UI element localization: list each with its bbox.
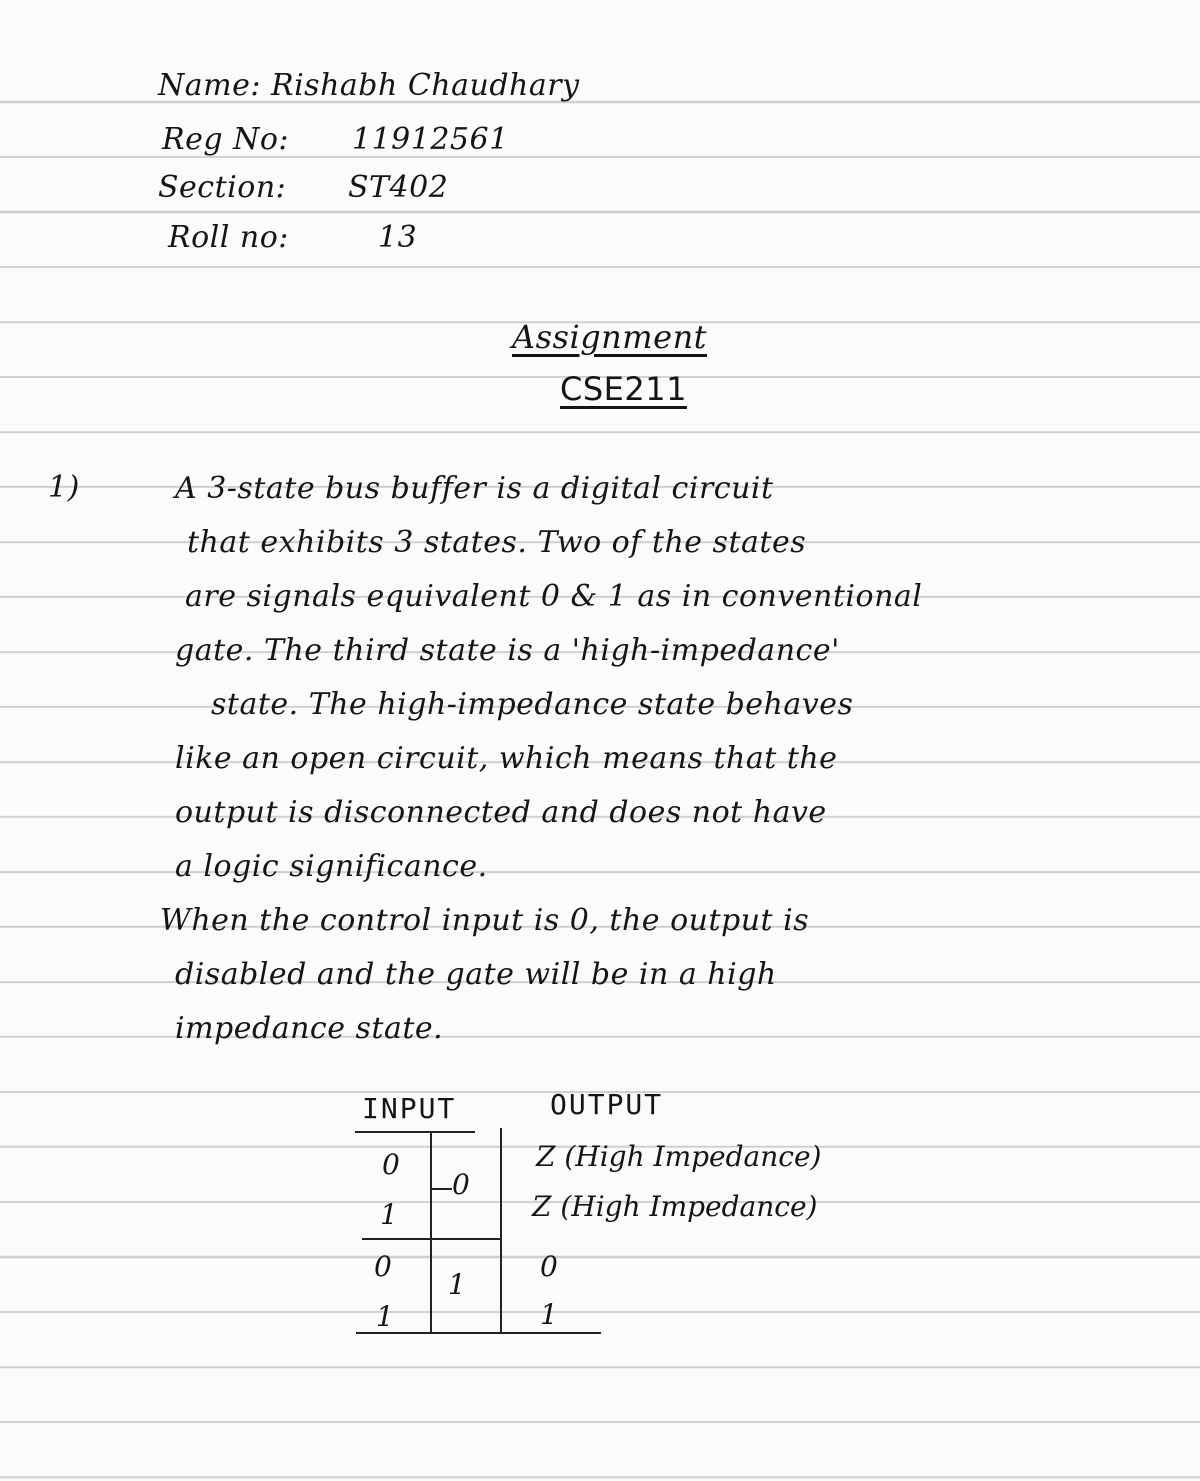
answer-line: disabled and the gate will be in a high xyxy=(175,957,777,992)
table-control-tick xyxy=(432,1188,452,1190)
roll-value: 13 xyxy=(378,220,418,255)
name-line xyxy=(158,68,580,103)
reg-value: 11912561 xyxy=(352,122,509,157)
name-label: Name: xyxy=(158,68,261,103)
question-number: 1) xyxy=(48,470,80,505)
answer-line: output is disconnected and does not have xyxy=(175,795,827,830)
table-cell-input: 0 xyxy=(382,1148,400,1181)
answer-line: that exhibits 3 states. Two of the states xyxy=(187,525,807,560)
answer-line: are signals equivalent 0 & 1 as in conventional xyxy=(185,579,923,614)
answer-line: state. The high-impedance state behaves xyxy=(211,687,854,722)
table-cell-control: 0 xyxy=(452,1168,470,1201)
course-code: CSE211 xyxy=(560,370,687,408)
table-input-header: INPUT xyxy=(362,1092,457,1125)
table-divider-output xyxy=(500,1128,502,1334)
answer-line: impedance state. xyxy=(175,1011,444,1046)
answer-line: like an open circuit, which means that the xyxy=(175,741,838,776)
table-cell-output: 0 xyxy=(540,1250,558,1283)
reg-label: Reg No: xyxy=(162,122,290,157)
section-value: ST402 xyxy=(348,170,449,205)
answer-line: A 3-state bus buffer is a digital circuit xyxy=(175,471,774,506)
answer-line: When the control input is 0, the output is xyxy=(160,903,810,938)
section-label: Section: xyxy=(158,170,287,205)
reg-line xyxy=(162,122,509,157)
name-value: Rishabh Chaudhary xyxy=(271,68,580,103)
answer-paragraph xyxy=(160,462,923,1056)
assignment-title: Assignment xyxy=(512,318,708,356)
table-cell-input: 0 xyxy=(374,1250,392,1283)
table-cell-control: 1 xyxy=(448,1268,466,1301)
table-cell-output: Z (High Impedance) xyxy=(532,1190,818,1223)
table-cell-output: Z (High Impedance) xyxy=(536,1140,822,1173)
table-header-underline xyxy=(355,1131,475,1133)
answer-line: a logic significance. xyxy=(175,849,488,884)
roll-label: Roll no: xyxy=(168,220,289,255)
table-cell-input: 1 xyxy=(376,1300,394,1333)
table-divider-input xyxy=(430,1132,432,1332)
table-cell-input: 1 xyxy=(380,1198,398,1231)
section-line xyxy=(158,170,448,205)
table-output-header: OUTPUT xyxy=(550,1088,664,1121)
roll-line xyxy=(168,220,417,255)
table-mid-line xyxy=(362,1238,502,1240)
table-cell-output: 1 xyxy=(540,1298,558,1331)
answer-line: gate. The third state is a 'high-impedance' xyxy=(175,633,840,668)
